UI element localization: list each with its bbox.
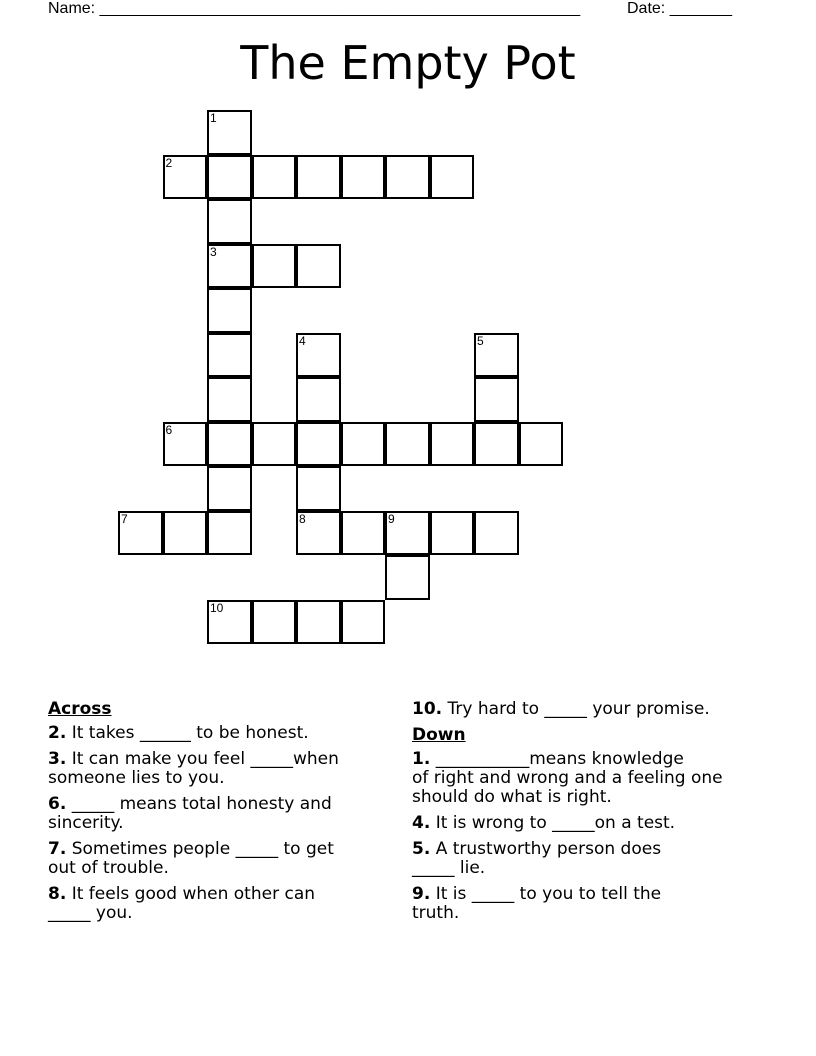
grid-cell[interactable] [296,422,341,467]
cell-number: 7 [121,511,128,526]
grid-cell[interactable] [207,377,252,422]
cell-number: 10 [210,600,224,615]
grid-cell[interactable] [163,422,208,467]
clues-column-left [48,700,390,930]
clue-down-1: 1. ___________means knowledge of right and wrong and a feeling one should do what is right. [412,749,723,807]
grid-cell[interactable] [296,333,341,378]
grid-cell[interactable] [207,244,252,289]
grid-cell[interactable] [296,244,341,289]
grid-cell[interactable] [207,333,252,378]
grid-cell[interactable] [207,600,252,645]
page-title: The Empty Pot [240,36,576,90]
grid-cell[interactable] [252,600,297,645]
grid-cell[interactable] [341,422,386,467]
grid-cell[interactable] [296,377,341,422]
grid-cell[interactable] [385,155,430,200]
grid-cell[interactable] [385,555,430,600]
grid-cell[interactable] [474,422,519,467]
cell-number: 5 [477,333,484,348]
grid-cell[interactable] [207,466,252,511]
cell-number: 2 [165,155,173,170]
grid-cell[interactable] [474,333,519,378]
grid-cell[interactable] [296,600,341,645]
clue-across-3: 3. It can make you feel _____when someone lies to you. [48,749,339,788]
grid-cell[interactable] [385,422,430,467]
grid-cell[interactable] [207,422,252,467]
cell-number: 9 [388,511,395,526]
grid-cell[interactable] [296,511,341,556]
clue-across-10: 10. Try hard to _____ your promise. [412,699,710,719]
grid-cell[interactable] [430,422,475,467]
grid-cell[interactable] [252,155,297,200]
grid-cell[interactable] [163,511,208,556]
clue-across-2: 2. It takes ______ to be honest. [48,723,309,743]
clue-down-5: 5. A trustworthy person does _____ lie. [412,839,662,878]
grid-cell[interactable] [474,377,519,422]
across-heading: Across [48,699,112,719]
grid-cell[interactable] [296,155,341,200]
clue-across-8: 8. It feels good when other can _____ you. [48,884,316,923]
clue-down-9: 9. It is _____ to you to tell the truth. [412,884,662,923]
grid-cell[interactable] [385,511,430,556]
grid-cell[interactable] [252,422,297,467]
grid-cell[interactable] [341,155,386,200]
grid-cell[interactable] [430,155,475,200]
grid-cell[interactable] [519,422,564,467]
grid-cell[interactable] [207,199,252,244]
grid-cell[interactable] [207,155,252,200]
down-heading: Down [412,725,466,745]
grid-cell[interactable] [474,511,519,556]
grid-cell[interactable] [296,466,341,511]
grid-cell[interactable] [163,155,208,200]
clue-across-6: 6. _____ means total honesty and sincerity. [48,794,332,833]
clues-column-right [412,700,772,930]
name-field-label: Name: ______________________________________________________ [48,0,581,17]
date-field-label: Date: _______ [627,0,732,17]
cell-number: 4 [299,333,306,348]
grid-cell[interactable] [118,511,163,556]
grid-cell[interactable] [207,110,252,155]
cell-number: 8 [299,511,306,526]
grid-cell[interactable] [341,511,386,556]
cell-number: 1 [210,111,217,125]
grid-cell[interactable] [430,511,475,556]
cell-number: 6 [165,422,173,437]
clue-across-7: 7. Sometimes people _____ to get out of trouble. [48,839,334,878]
grid-cell[interactable] [207,288,252,333]
grid-cell[interactable] [207,511,252,556]
clue-down-4: 4. It is wrong to _____on a test. [412,813,676,833]
grid-cell[interactable] [252,244,297,289]
grid-cell[interactable] [341,600,386,645]
cell-number: 3 [210,244,217,259]
